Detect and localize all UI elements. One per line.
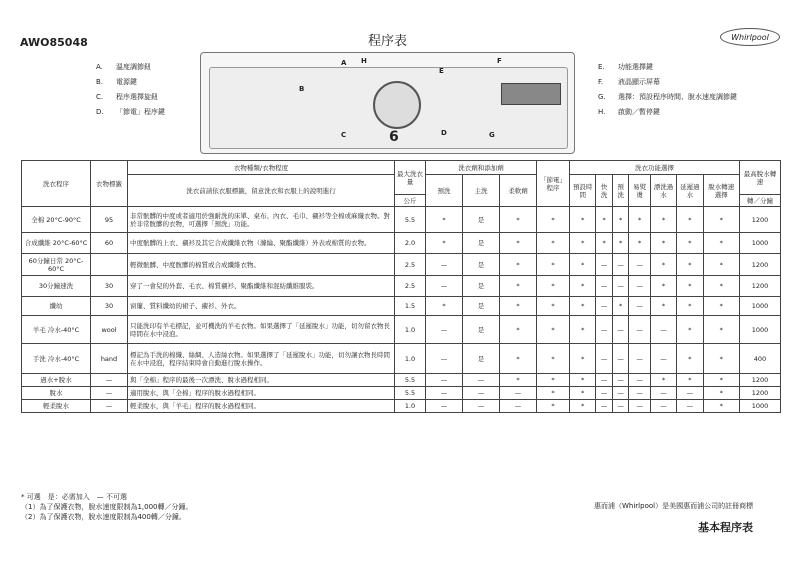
legend-item: D. 「節電」程序鍵 — [96, 108, 165, 116]
function-cell: * — [570, 387, 596, 400]
function-cell: — — [612, 276, 628, 297]
legend-item: F. 液晶顯示屏幕 — [598, 78, 660, 86]
load-cell: 5.5 — [395, 207, 426, 233]
mainwash-cell: 是 — [463, 297, 500, 316]
desc-cell: 中度骯髒的上衣、襯衫及其它合成纖維衣物（滌綸、聚酯纖維）外表或棉質的衣物。 — [128, 233, 395, 254]
function-cell: — — [612, 400, 628, 413]
function-cell: * — [570, 400, 596, 413]
page-title: 程序表 — [368, 34, 408, 49]
function-cell: — — [650, 387, 676, 400]
function-cell: — — [629, 400, 650, 413]
prewash-cell: * — [426, 207, 463, 233]
table-row — [22, 374, 781, 387]
legend-left — [96, 60, 165, 120]
function-cell: — — [596, 374, 612, 387]
softener-cell: * — [500, 254, 537, 276]
softener-cell: * — [500, 374, 537, 387]
unit-rpm: 轉／分鐘 — [740, 195, 781, 207]
function-cell: * — [703, 233, 739, 254]
program-table — [21, 160, 781, 413]
function-cell: — — [629, 297, 650, 316]
desc-cell: 輕柔脫水，與「羊毛」程序的脫水過程相同。 — [128, 400, 395, 413]
function-cell: * — [650, 374, 676, 387]
mainwash-cell: — — [463, 387, 500, 400]
table-row — [22, 254, 781, 276]
program-cell: 羊毛 冷水-40°C — [22, 316, 91, 344]
legend-right — [598, 60, 737, 120]
mainwash-cell: 是 — [463, 207, 500, 233]
function-cell: — — [596, 276, 612, 297]
footnotes — [21, 492, 193, 522]
table-row — [22, 276, 781, 297]
function-cell: — — [596, 344, 612, 374]
panel-label-h: H — [361, 57, 367, 65]
program-cell: 全棉 20°C-90°C — [22, 207, 91, 233]
load-cell: 1.5 — [395, 297, 426, 316]
program-cell: 合成纖維 20°C-60°C — [22, 233, 91, 254]
col-program: 洗衣程序 — [22, 161, 91, 207]
function-cell: * — [612, 297, 628, 316]
function-cell: — — [629, 344, 650, 374]
softener-cell: — — [500, 400, 537, 413]
footnote: （2）為了保護衣物，脫水速度限制為400轉／分鐘。 — [21, 513, 186, 521]
function-cell: * — [629, 233, 650, 254]
prewash-cell: * — [426, 297, 463, 316]
spin-cell: 1200 — [740, 207, 781, 233]
spin-cell: 1000 — [740, 297, 781, 316]
spin-cell: 1000 — [740, 400, 781, 413]
function-cell: * — [570, 276, 596, 297]
mainwash-cell: 是 — [463, 276, 500, 297]
prewash-cell: — — [426, 400, 463, 413]
legend-item: B. 電源鍵 — [96, 78, 137, 86]
col-func-5: 延遲過水 — [677, 175, 703, 207]
desc-cell: 穿了一會兒的外套、毛衣、棉質襯衫、聚酯纖維和混紡纖維服裝。 — [128, 276, 395, 297]
desc-cell: 標記為手洗的棉織、絲綢、人造絲衣物。如果選擇了「延遲脫水」功能，切勿讓衣物長時間在水中浸泡，程序結束時會自動進行脫水操作。 — [128, 344, 395, 374]
energy-cell: * — [537, 254, 570, 276]
energy-cell: * — [537, 400, 570, 413]
function-cell: — — [612, 344, 628, 374]
table-row — [22, 387, 781, 400]
softener-cell: * — [500, 344, 537, 374]
prewash-cell: — — [426, 344, 463, 374]
function-cell: * — [703, 387, 739, 400]
function-cell: * — [650, 233, 676, 254]
legend-item: C. 程序選擇旋鈕 — [96, 93, 158, 101]
function-cell: — — [596, 400, 612, 413]
table-row — [22, 400, 781, 413]
function-cell: * — [570, 297, 596, 316]
prewash-cell: * — [426, 233, 463, 254]
function-cell: * — [629, 207, 650, 233]
mainwash-cell: 是 — [463, 254, 500, 276]
col-func-3: 易熨燙 — [629, 175, 650, 207]
spin-cell: 1000 — [740, 316, 781, 344]
function-cell: * — [703, 276, 739, 297]
legend-item: A. 溫度調節鈕 — [96, 63, 151, 71]
energy-cell: * — [537, 344, 570, 374]
model-number: AWO85048 — [20, 36, 88, 49]
energy-cell: * — [537, 233, 570, 254]
mainwash-cell: — — [463, 374, 500, 387]
panel-label-d: D — [441, 129, 447, 137]
col-softener: 柔軟劑 — [500, 175, 537, 207]
brand-logo: Whirlpool — [720, 28, 780, 46]
symbol-cell: hand — [91, 344, 128, 374]
function-cell: * — [650, 254, 676, 276]
energy-cell: * — [537, 387, 570, 400]
function-cell: * — [703, 316, 739, 344]
function-cell: * — [596, 233, 612, 254]
load-cell: 1.0 — [395, 344, 426, 374]
function-cell: — — [650, 400, 676, 413]
mainwash-cell: 是 — [463, 316, 500, 344]
function-cell: * — [596, 207, 612, 233]
col-max-load: 最大洗衣量 — [395, 161, 426, 195]
function-cell: * — [612, 233, 628, 254]
panel-label-a: A — [341, 59, 347, 67]
function-cell: — — [629, 276, 650, 297]
function-cell: — — [677, 387, 703, 400]
prewash-cell: — — [426, 316, 463, 344]
desc-cell: 非常骯髒的中度或者適用於強耐洗的床單、桌布、內衣、毛巾、襯衫等全棉或麻織衣物。對於非常骯髒的衣物，可選擇「預洗」功能。 — [128, 207, 395, 233]
panel-label-e: E — [439, 67, 444, 75]
mainwash-cell: — — [463, 400, 500, 413]
col-prewash: 預洗 — [426, 175, 463, 207]
function-cell: * — [570, 344, 596, 374]
function-cell: * — [612, 207, 628, 233]
function-cell: — — [596, 254, 612, 276]
table-row — [22, 297, 781, 316]
function-cell: — — [677, 400, 703, 413]
program-cell: 輕柔脫水 — [22, 400, 91, 413]
prewash-cell: — — [426, 276, 463, 297]
footnote: * 可選 是：必需加入 — 不可選 — [21, 493, 127, 501]
function-cell: * — [703, 400, 739, 413]
program-cell: 過水+脫水 — [22, 374, 91, 387]
function-cell: * — [677, 254, 703, 276]
col-detergent: 洗衣劑和添加劑 — [426, 161, 537, 175]
trademark-note: 惠而浦（Whirlpool）是美國惠而浦公司的註冊商標 — [594, 502, 754, 510]
function-cell: * — [570, 374, 596, 387]
function-cell: * — [570, 316, 596, 344]
prewash-cell: — — [426, 387, 463, 400]
function-cell: — — [612, 374, 628, 387]
function-cell: * — [570, 254, 596, 276]
panel-label-g: G — [489, 131, 495, 139]
desc-cell: 只能洗印有羊毛標記，並可機洗的羊毛衣物。如果選擇了「延遲脫水」功能，切勿留衣物長時間在水中浸泡。 — [128, 316, 395, 344]
col-func-6: 脫水轉速選擇 — [703, 175, 739, 207]
softener-cell: * — [500, 207, 537, 233]
load-cell: 5.5 — [395, 374, 426, 387]
panel-label-b: B — [299, 85, 305, 93]
softener-cell: * — [500, 233, 537, 254]
spin-cell: 1200 — [740, 374, 781, 387]
symbol-cell: 30 — [91, 276, 128, 297]
table-row — [22, 207, 781, 233]
function-cell: — — [612, 254, 628, 276]
energy-cell: * — [537, 374, 570, 387]
function-cell: * — [677, 233, 703, 254]
function-cell: — — [612, 387, 628, 400]
program-cell: 30分鐘速洗 — [22, 276, 91, 297]
function-cell: * — [650, 207, 676, 233]
legend-item: E. 功能選擇鍵 — [598, 63, 653, 71]
symbol-cell: — — [91, 374, 128, 387]
function-cell: — — [596, 316, 612, 344]
spin-cell: 1200 — [740, 254, 781, 276]
function-cell: — — [629, 254, 650, 276]
symbol-cell: wool — [91, 316, 128, 344]
load-cell: 2.5 — [395, 276, 426, 297]
function-cell: * — [703, 297, 739, 316]
energy-cell: * — [537, 297, 570, 316]
load-cell: 2.0 — [395, 233, 426, 254]
function-cell: — — [629, 387, 650, 400]
function-cell: * — [703, 254, 739, 276]
col-func-2: 預洗 — [612, 175, 628, 207]
load-cell: 5.5 — [395, 387, 426, 400]
function-cell: * — [570, 207, 596, 233]
spin-cell: 400 — [740, 344, 781, 374]
unit-kg: 公斤 — [395, 195, 426, 207]
energy-cell: * — [537, 276, 570, 297]
col-max-spin: 最高脫水轉速 — [740, 161, 781, 195]
col-func-0: 預設時間 — [570, 175, 596, 207]
function-cell: * — [677, 297, 703, 316]
program-dial — [373, 81, 421, 129]
function-cell: — — [596, 387, 612, 400]
col-symbol: 衣物標籤 — [91, 161, 128, 207]
softener-cell: * — [500, 297, 537, 316]
softener-cell: — — [500, 387, 537, 400]
col-func-4: 漂洗過水 — [650, 175, 676, 207]
mainwash-cell: 是 — [463, 233, 500, 254]
footnote: （1）為了保護衣物，脫水速度限制為1,000轉／分鐘。 — [21, 503, 193, 511]
function-cell: — — [650, 344, 676, 374]
desc-cell: 適用脫水，與「全棉」程序的脫水過程相同。 — [128, 387, 395, 400]
symbol-cell: 60 — [91, 233, 128, 254]
energy-cell: * — [537, 207, 570, 233]
panel-label-c: C — [341, 131, 347, 139]
footer-title: 基本程序表 — [698, 521, 753, 534]
table-row — [22, 233, 781, 254]
symbol-cell — [91, 254, 128, 276]
panel-label-f: F — [497, 57, 502, 65]
program-cell: 手洗 冷水-40°C — [22, 344, 91, 374]
function-cell: * — [650, 276, 676, 297]
function-cell: * — [703, 344, 739, 374]
col-main-wash: 主洗 — [463, 175, 500, 207]
symbol-cell: — — [91, 400, 128, 413]
col-laundry-type: 衣物種類/衣物程度 — [128, 161, 395, 175]
legend-item: H. 啟動／暫停鍵 — [598, 108, 660, 116]
symbol-cell: 30 — [91, 297, 128, 316]
function-cell: — — [650, 316, 676, 344]
desc-cell: 窗簾、質料纖幼的裙子、襯衫、外衣。 — [128, 297, 395, 316]
load-cell: 1.0 — [395, 316, 426, 344]
mainwash-cell: 是 — [463, 344, 500, 374]
function-cell: * — [677, 207, 703, 233]
prewash-cell: — — [426, 254, 463, 276]
col-energy: 「節電」程序 — [537, 161, 570, 207]
spin-cell: 1200 — [740, 276, 781, 297]
load-cell: 2.5 — [395, 254, 426, 276]
legend-item: G. 選擇：預設程序時間、脫水速度調節鍵 — [598, 93, 737, 101]
function-cell: — — [596, 297, 612, 316]
function-cell: * — [703, 374, 739, 387]
load-cell: 1.0 — [395, 400, 426, 413]
function-cell: * — [703, 207, 739, 233]
program-cell: 脫水 — [22, 387, 91, 400]
desc-cell: 與「全棉」程序的最後一次漂洗、脫水過程相同。 — [128, 374, 395, 387]
function-cell: * — [677, 374, 703, 387]
energy-cell: * — [537, 316, 570, 344]
desc-cell: 輕微骯髒、中度骯髒的棉質或合成纖維衣物。 — [128, 254, 395, 276]
function-cell: * — [677, 276, 703, 297]
softener-cell: * — [500, 316, 537, 344]
control-panel-diagram — [200, 52, 575, 154]
dial-number: 6 — [389, 129, 399, 145]
spin-cell: 1000 — [740, 233, 781, 254]
col-functions: 洗衣功能選擇 — [570, 161, 740, 175]
prewash-cell: — — [426, 374, 463, 387]
symbol-cell: 95 — [91, 207, 128, 233]
function-cell: — — [629, 374, 650, 387]
function-cell: * — [677, 316, 703, 344]
function-cell: — — [612, 316, 628, 344]
symbol-cell: — — [91, 387, 128, 400]
table-body — [22, 207, 781, 413]
table-row — [22, 344, 781, 374]
table-row — [22, 316, 781, 344]
program-cell: 纖幼 — [22, 297, 91, 316]
function-cell: — — [629, 316, 650, 344]
function-cell: * — [570, 233, 596, 254]
note: 洗衣前請依衣服標籤，留意洗衣和衣服上的說明進行 — [128, 175, 395, 207]
lcd-display — [501, 83, 561, 105]
col-func-1: 快洗 — [596, 175, 612, 207]
spin-cell: 1200 — [740, 387, 781, 400]
function-cell: * — [677, 344, 703, 374]
softener-cell: * — [500, 276, 537, 297]
function-cell: * — [650, 297, 676, 316]
program-cell: 60分鐘日常 20°C-60°C — [22, 254, 91, 276]
